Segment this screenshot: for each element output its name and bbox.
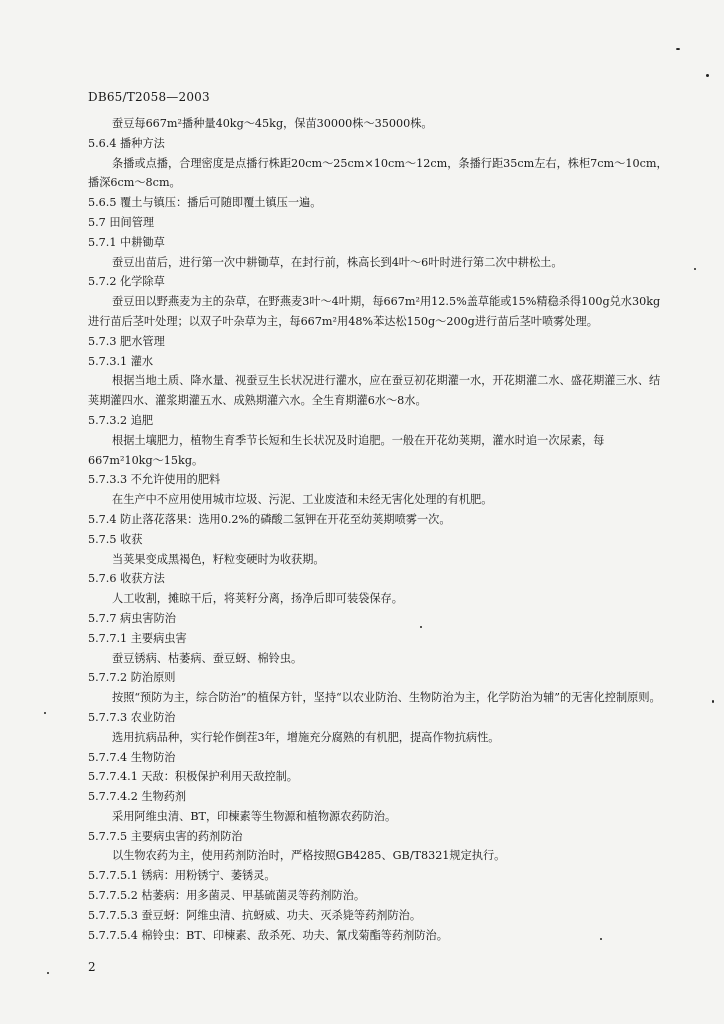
section-heading: 5.7.7.4.2 生物药剂 <box>88 790 187 804</box>
scan-speck <box>44 712 46 714</box>
section-heading: 5.7.7 病虫害防治 <box>88 611 176 625</box>
section-heading: 5.7.5 收获 <box>88 532 143 546</box>
body-paragraph: 根据当地土质、降水量、视蚕豆生长状况进行灌水，应在蚕豆初花期灌一水，开花期灌二水、盛花期灌三水、结荚期灌四水、灌浆期灌五水、成熟期灌六水。全生育期灌6水～8水。 <box>88 374 661 408</box>
section-heading: 5.7.7.4 生物防治 <box>88 750 176 764</box>
section-heading: 5.7.7.4.1 天敌：积极保护利用天敌控制。 <box>88 770 298 784</box>
section-heading: 5.7.2 化学除草 <box>88 275 165 289</box>
section-heading: 5.7.7.2 防治原则 <box>88 671 176 685</box>
document-id-header: DB65/T2058—2003 <box>88 90 210 104</box>
body-paragraph: 蚕豆锈病、枯萎病、蚕豆蚜、棉铃虫。 <box>112 651 303 665</box>
section-heading: 5.7 田间管理 <box>88 215 155 229</box>
body-paragraph: 蚕豆每667m²播种量40kg～45kg，保苗30000株～35000株。 <box>112 117 433 130</box>
body-paragraph: 人工收割，摊晾干后，将荚籽分离，扬净后即可装袋保存。 <box>112 592 403 606</box>
section-heading: 5.7.7.5.4 棉铃虫：BT、印楝素、敌杀死、功夫、氰戊菊酯等药剂防治。 <box>88 928 448 942</box>
body-paragraph: 以生物农药为主，使用药剂防治时，严格按照GB4285、GB/T8321规定执行。 <box>112 849 506 863</box>
section-heading: 5.7.7.5.1 锈病：用粉锈宁、萎锈灵。 <box>88 869 276 883</box>
section-heading: 5.7.7.5.3 蚕豆蚜：阿维虫清、抗蚜威、功夫、灭杀毙等药剂防治。 <box>88 908 422 922</box>
section-heading: 5.7.3.1 灌水 <box>88 354 154 368</box>
scan-speck <box>694 268 696 270</box>
document-body <box>88 114 668 945</box>
section-heading: 5.7.7.3 农业防治 <box>88 710 176 724</box>
body-paragraph: 蚕豆田以野燕麦为主的杂草，在野燕麦3叶～4叶期，每667m²用12.5%盖草能或15%精稳杀得100g兑水30kg进行苗后茎叶处理；以双子叶杂草为主，每667m²用48%苯达松150g～200g进行苗后茎叶喷雾处理。 <box>88 295 661 328</box>
section-heading: 5.7.7.5.2 枯萎病：用多菌灵、甲基硫菌灵等药剂防治。 <box>88 889 366 903</box>
body-paragraph: 在生产中不应用使用城市垃圾、污泥、工业废渣和未经无害化处理的有机肥。 <box>112 493 493 507</box>
section-heading: 5.7.1 中耕锄草 <box>88 235 165 249</box>
body-paragraph: 采用阿维虫清、BT，印楝素等生物源和植物源农药防治。 <box>112 809 397 823</box>
scan-speck <box>712 700 714 703</box>
scan-speck <box>676 48 680 50</box>
body-paragraph: 蚕豆出苗后，进行第一次中耕锄草，在封行前，株高长到4叶～6叶时进行第二次中耕松土。 <box>112 255 563 269</box>
body-paragraph: 选用抗病品种，实行轮作倒茬3年，增施充分腐熟的有机肥，提高作物抗病性。 <box>112 730 500 744</box>
scan-speck <box>420 626 422 628</box>
section-heading: 5.7.3.3 不允许使用的肥料 <box>88 473 221 487</box>
section-heading: 5.7.7.1 主要病虫害 <box>88 631 187 645</box>
body-paragraph: 按照“预防为主，综合防治”的植保方针，坚持“以农业防治、生物防治为主，化学防治为辅”的无害化控制原则。 <box>112 691 661 705</box>
page-number: 2 <box>88 960 96 974</box>
section-heading: 5.6.5 覆土与镇压：播后可随即覆土镇压一遍。 <box>88 196 322 210</box>
body-paragraph: 根据土壤肥力，植物生育季节长短和生长状况及时追肥。一般在开花幼荚期，灌水时追一次尿素，每667m²10kg～15kg。 <box>88 433 605 467</box>
body-paragraph: 当荚果变成黑褐色，籽粒变硬时为收获期。 <box>112 552 325 566</box>
section-heading: 5.6.4 播种方法 <box>88 136 165 150</box>
scan-speck <box>600 938 602 940</box>
body-paragraph: 条播或点播，合理密度是点播行株距20cm～25cm×10cm～12cm，条播行距35cm左右，株柜7cm～10cm，播深6cm～8cm。 <box>88 156 668 190</box>
section-heading: 5.7.3.2 追肥 <box>88 413 154 427</box>
scan-speck <box>706 74 709 77</box>
section-heading: 5.7.7.5 主要病虫害的药剂防治 <box>88 829 243 843</box>
section-heading: 5.7.3 肥水管理 <box>88 334 165 348</box>
section-heading: 5.7.4 防止落花落果：选用0.2%的磷酸二氢钾在开花至幼荚期喷雾一次。 <box>88 512 451 526</box>
section-heading: 5.7.6 收获方法 <box>88 572 165 586</box>
scan-speck <box>47 972 49 974</box>
